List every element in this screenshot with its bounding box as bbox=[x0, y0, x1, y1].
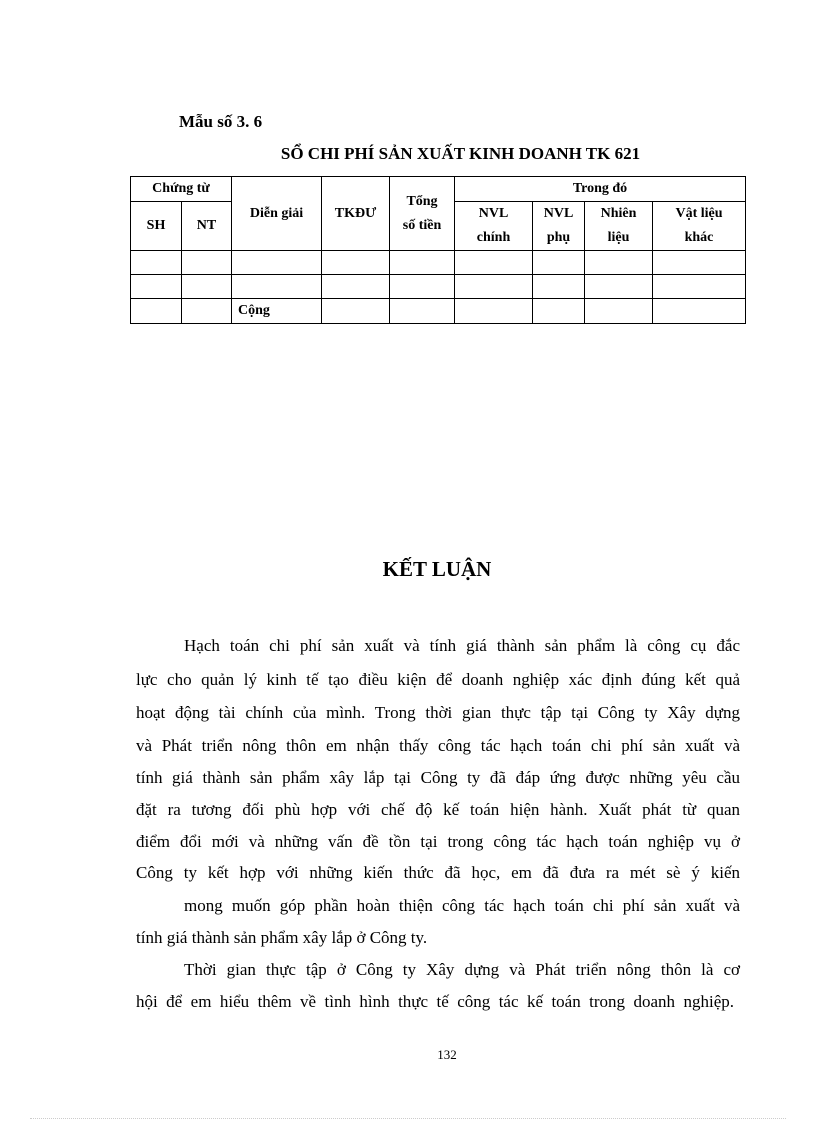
table-cell bbox=[390, 275, 455, 299]
table-cell bbox=[131, 251, 182, 275]
table-cell bbox=[533, 275, 585, 299]
table-cell bbox=[585, 251, 653, 275]
ledger-title: SỔ CHI PHÍ SẢN XUẤT KINH DOANH TK 621 bbox=[280, 144, 641, 163]
paragraph-line: Công ty kết hợp với những kiến thức đã học, em đã đưa ra mét sè ý kiến bbox=[136, 863, 740, 882]
table-cell bbox=[653, 275, 746, 299]
paragraph-line: hoạt động tài chính của mình. Trong thời gian thực tập tại Công ty Xây dựng bbox=[136, 703, 740, 722]
table-cell bbox=[455, 275, 533, 299]
paragraph-line: mong muốn góp phần hoàn thiện công tác hạch toán chi phí sản xuất và bbox=[184, 896, 740, 915]
table-cell bbox=[533, 299, 585, 324]
paragraph-line: tính giá thành sản phẩm xây lắp tại Công ty đã đáp ứng được những yêu cầu bbox=[136, 768, 740, 787]
table-cell bbox=[182, 299, 232, 324]
table-cell bbox=[322, 299, 390, 324]
header-tong-so-tien bbox=[390, 177, 455, 251]
paragraph-line: điểm đổi mới và những vấn đề tồn tại trong công tác hạch toán nghiệp vụ ở bbox=[136, 832, 740, 851]
total-label: Cộng bbox=[232, 299, 322, 324]
page-number: 132 bbox=[437, 1047, 457, 1062]
header-nt: NT bbox=[182, 202, 232, 251]
table-cell bbox=[455, 251, 533, 275]
header-tong-line2: số tiền bbox=[402, 217, 442, 233]
conclusion-heading: KẾT LUẬN bbox=[382, 557, 492, 581]
table-cell bbox=[390, 251, 455, 275]
table-cell bbox=[232, 275, 322, 299]
header-vat-lieu-khac-line2: khác bbox=[684, 230, 714, 245]
header-nvl-phu bbox=[533, 202, 585, 251]
table-cell bbox=[585, 299, 653, 324]
table-cell bbox=[455, 299, 533, 324]
table-cell bbox=[322, 251, 390, 275]
table-cell bbox=[182, 251, 232, 275]
paragraph-line: hội để em hiểu thêm về tình hình thực tế công tác kế toán trong doanh nghiệp. bbox=[136, 992, 734, 1011]
table-cell bbox=[322, 275, 390, 299]
paragraph-line: và Phát triển nông thôn em nhận thấy công tác hạch toán chi phí sản xuất và bbox=[136, 736, 740, 755]
table-header-row bbox=[131, 177, 746, 202]
table-cell bbox=[131, 299, 182, 324]
header-nvl-chinh-line1: NVL bbox=[478, 206, 509, 221]
footer-divider bbox=[30, 1118, 786, 1119]
header-nhien-lieu-line2: liệu bbox=[607, 230, 630, 245]
header-nvl-chinh bbox=[455, 202, 533, 251]
form-number: Mẫu số 3. 6 bbox=[179, 112, 263, 131]
table-cell bbox=[232, 251, 322, 275]
header-nvl-phu-line2: phụ bbox=[546, 230, 571, 245]
paragraph-line: lực cho quản lý kinh tế tạo điều kiện để doanh nghiệp xác định đúng kết quả bbox=[136, 670, 740, 689]
header-vat-lieu-khac bbox=[653, 202, 746, 251]
header-nvl-phu-line1: NVL bbox=[543, 206, 574, 221]
header-vat-lieu-khac-line1: Vật liệu bbox=[675, 206, 723, 221]
header-dien-giai: Diễn giải bbox=[232, 177, 322, 251]
table-cell bbox=[533, 251, 585, 275]
paragraph-line: tính giá thành sản phẩm xây lắp ở Công ty. bbox=[136, 928, 428, 947]
table-row bbox=[131, 251, 746, 275]
table-cell bbox=[585, 275, 653, 299]
header-nhien-lieu-line1: Nhiên bbox=[600, 206, 637, 221]
header-trong-do: Trong đó bbox=[455, 177, 746, 202]
header-chung-tu: Chứng từ bbox=[131, 177, 232, 202]
header-tong-line1: Tổng bbox=[406, 193, 438, 209]
header-tkdu: TKĐƯ bbox=[322, 177, 390, 251]
table-total-row bbox=[131, 299, 746, 324]
table-cell bbox=[653, 299, 746, 324]
table-cell bbox=[390, 299, 455, 324]
table-cell bbox=[653, 251, 746, 275]
paragraph-line: Thời gian thực tập ở Công ty Xây dựng và Phát triển nông thôn là cơ bbox=[184, 960, 740, 979]
paragraph-line: đặt ra tương đối phù hợp với chế độ kế toán hiện hành. Xuất phát từ quan bbox=[136, 800, 740, 819]
ledger-table bbox=[130, 176, 746, 324]
table-row bbox=[131, 275, 746, 299]
header-nvl-chinh-line2: chính bbox=[476, 230, 511, 245]
paragraph-line: Hạch toán chi phí sản xuất và tính giá thành sản phẩm là công cụ đắc bbox=[184, 636, 740, 655]
header-nhien-lieu bbox=[585, 202, 653, 251]
table-cell bbox=[182, 275, 232, 299]
header-sh: SH bbox=[131, 202, 182, 251]
table-cell bbox=[131, 275, 182, 299]
